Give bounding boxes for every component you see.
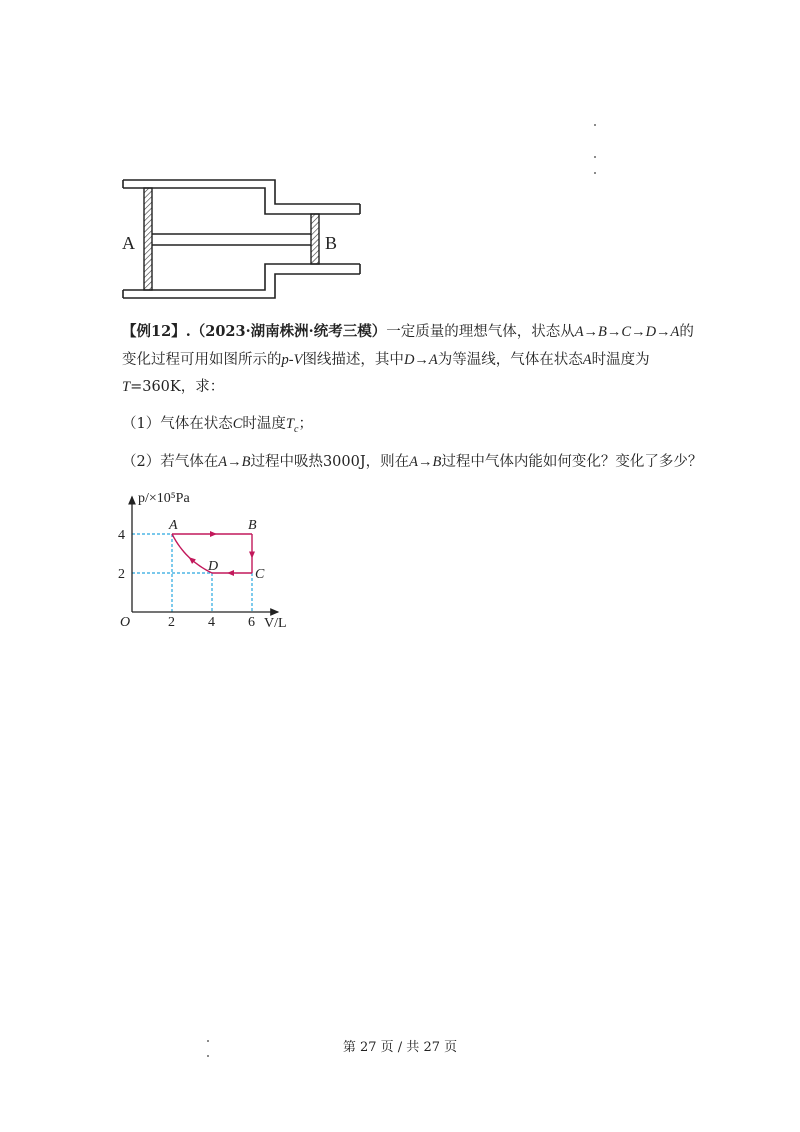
question-text: （1）气体在状态 [122,416,233,432]
question-text: （2）若气体在 [122,454,219,470]
tc-symbol: T [285,416,294,432]
state-c: C [232,416,243,432]
y-tick-label: 4 [118,528,125,543]
stray-dot [207,1055,209,1057]
process-ab: A→B [218,454,251,470]
origin-label: O [120,615,131,630]
cylinder-figure [110,170,370,310]
cylinder-bottom-inner [123,264,360,290]
x-tick-label: 4 [208,615,215,630]
cylinder-bottom-outer [123,274,360,298]
stem-text: 时温度为 [591,352,650,368]
question-text: 时温度 [242,416,286,432]
example-source: （2023·湖南株洲·统考三模） [190,323,387,340]
state-a: A [582,352,592,368]
label-b: B [325,233,338,253]
process-ab: A→B [409,454,442,470]
isotherm-label: D→A [403,352,438,368]
cylinder-top-outer [123,180,360,204]
problem-stem-line3 [122,373,722,401]
problem-stem-line2 [122,346,722,374]
stem-text: 一定质量的理想气体，状态从 [386,324,575,340]
x-tick-label: 2 [168,615,175,630]
question-2 [122,448,722,476]
example-sep: . [185,323,191,340]
point-label-d: D [208,559,219,574]
cylinder-top-inner [123,188,360,214]
tc-subscript: c [293,423,299,435]
y-tick-label: 2 [118,567,125,582]
example-tag: 【例12】 [122,323,186,340]
page-footer: 第 27 页 / 共 27 页 [342,1040,458,1055]
problem-stem-line1 [122,318,722,346]
process-path: A→B→C→D→A [574,324,680,340]
piston-b [311,214,319,264]
point-label-a: A [169,518,178,533]
stray-dot [594,124,596,126]
question-text: ； [298,416,313,432]
point-label-b: B [248,518,257,533]
question-1 [122,410,722,444]
stray-dot [594,156,596,158]
piston-a [144,188,152,290]
stem-text: 的 [679,324,694,340]
point-label-c: C [255,567,265,582]
label-a: A [122,233,135,253]
question-text: 过程中吸热3000J，则在 [250,454,410,470]
segment-d-a-isotherm [172,534,212,573]
temperature-symbol: T [122,379,131,395]
pv-label: p-V [281,352,303,368]
x-axis-label: V/L [264,616,287,631]
pv-chart [110,488,320,638]
stray-dot [594,172,596,174]
x-tick-label: 6 [248,615,255,630]
y-axis-label: p/×10⁵Pa [138,491,190,506]
stem-text: 为等温线，气体在状态 [437,352,583,368]
question-text: 过程中气体内能如何变化？变化了多少？ [441,454,703,470]
temperature-value: =360K，求： [130,379,225,395]
stem-text: 图线描述，其中 [302,352,404,368]
stem-text: 变化过程可用如图所示的 [122,352,282,368]
